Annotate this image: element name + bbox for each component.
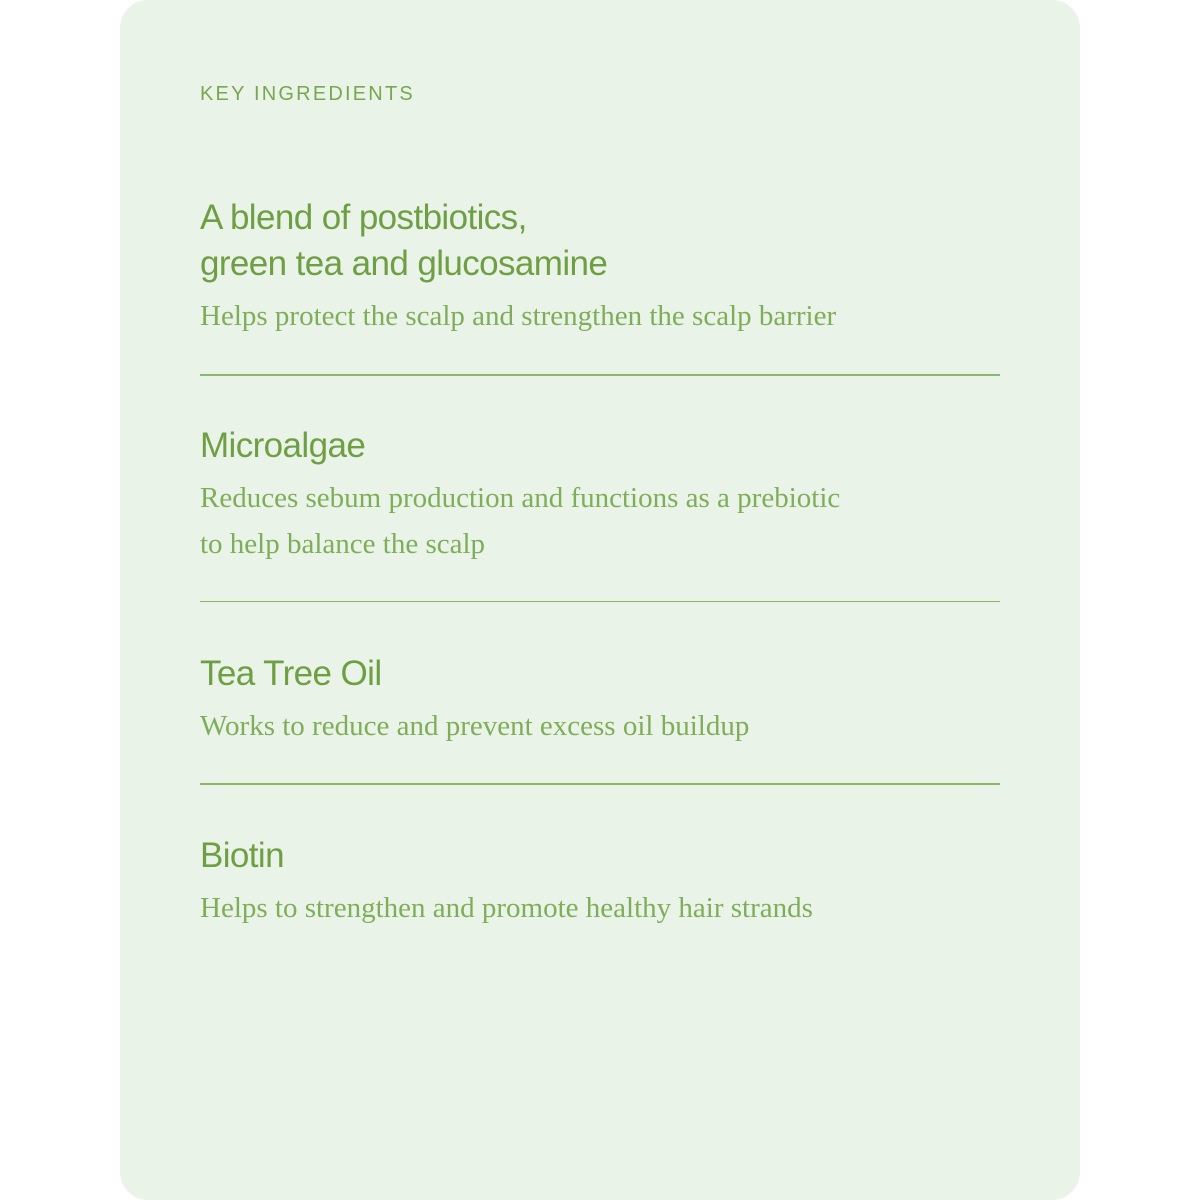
- ingredient-item-tea-tree-oil: [200, 602, 1000, 785]
- ingredient-description: Helps to strengthen and promote healthy hair strands: [200, 891, 813, 924]
- ingredient-description: Helps protect the scalp and strengthen the scalp barrier: [200, 300, 837, 332]
- ingredient-item-postbiotics-blend: [200, 195, 1000, 376]
- ingredient-list: [200, 195, 1000, 931]
- ingredient-description: Works to reduce and prevent excess oil buildup: [200, 710, 750, 742]
- ingredient-title: Microalgae: [200, 425, 366, 465]
- ingredient-item-microalgae: [200, 376, 1000, 603]
- ingredient-title: A blend of postbiotics, green tea and glucosamine: [200, 198, 608, 283]
- ingredient-item-biotin: [200, 785, 1000, 931]
- key-ingredients-card: [120, 0, 1080, 1200]
- ingredient-title: Biotin: [200, 835, 284, 875]
- ingredient-description: Reduces sebum production and functions as a prebiotic to help balance the scalp: [200, 481, 841, 560]
- section-label: KEY INGREDIENTS: [200, 83, 415, 105]
- ingredient-title: Tea Tree Oil: [200, 654, 382, 693]
